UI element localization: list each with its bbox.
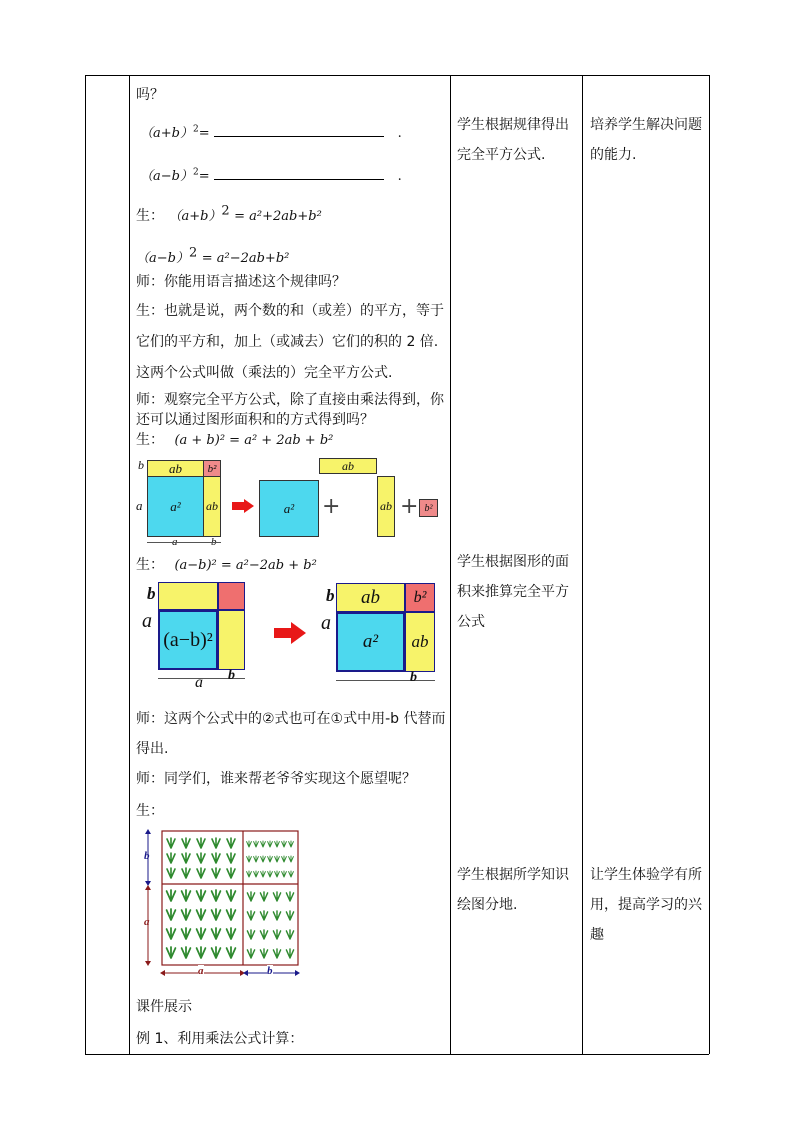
field-grid-graphic xyxy=(136,828,306,980)
teacher-note-2: 得出. xyxy=(136,741,169,757)
square-b2: b² xyxy=(203,460,221,477)
teacher-question-1: 师：你能用语言描述这个规律吗？ xyxy=(136,274,346,290)
intent-3-line-3: 趣 xyxy=(590,927,604,943)
student-formula-1: 生： $(a+b)^2 = a^2+2ab+b^2$ xyxy=(136,203,322,224)
rect-ab-side-2: ab xyxy=(405,612,435,672)
field-label-b: b xyxy=(144,850,150,862)
col-border-4 xyxy=(709,75,710,1054)
square-corner-pink xyxy=(218,582,245,610)
activity-1-line-1: 学生根据规律得出 xyxy=(457,117,569,133)
plus-sign-2: + xyxy=(400,494,419,519)
red-arrow-icon xyxy=(232,499,254,513)
square-a2-2: a² xyxy=(336,612,405,672)
col-border-2 xyxy=(450,75,451,1054)
rect-ab-side: ab xyxy=(203,476,221,537)
student-formula-2: $(a-b)^2 = a^2-2ab+b^2$ xyxy=(136,245,290,266)
teacher-note-1: 师：这两个公式中的②式也可在①式中用-b 代替而 xyxy=(136,711,446,727)
col-border-1 xyxy=(129,75,130,1054)
col-border-3 xyxy=(582,75,583,1054)
rect-ab-top: ab xyxy=(147,460,204,477)
rect-ab-top-right: ab xyxy=(319,458,377,474)
formula-blank-1: $(a+b)^2=$ . xyxy=(140,124,402,141)
rect-right-strip xyxy=(218,610,245,670)
intent-1-line-1: 培养学生解决问题 xyxy=(590,117,702,133)
student-label: 生： xyxy=(136,803,164,819)
table-top-border xyxy=(85,75,709,76)
activity-1-line-2: 完全平方公式. xyxy=(457,147,546,163)
square-b2-2: b² xyxy=(405,583,435,612)
dimension-line-bottom xyxy=(147,542,221,543)
activity-2-line-3: 公式 xyxy=(457,614,485,630)
label-a-bottom: a xyxy=(172,536,178,548)
label-a-left: a xyxy=(136,498,143,513)
figure-difference-square xyxy=(140,578,442,690)
label-b-bottom: b xyxy=(211,536,217,548)
field-label-a-bottom: a xyxy=(198,965,204,977)
example-1: 例 1、利用乘法公式计算： xyxy=(136,1031,304,1047)
plus-sign-1: + xyxy=(322,494,341,519)
teacher-question-3: 师：同学们，谁来帮老爷爷实现这个愿望呢？ xyxy=(136,771,416,787)
answer-blank-1[interactable] xyxy=(214,124,384,137)
activity-3-line-1: 学生根据所学知识 xyxy=(457,867,569,883)
teacher-question-2-line-2: 还可以通过图形面积和的方式得到吗？ xyxy=(136,412,374,428)
rect-ab-top-2: ab xyxy=(336,583,405,612)
intent-1-line-2: 的能力. xyxy=(590,147,637,163)
teacher-question-2-line-1: 师：观察完全平方公式，除了直接由乘法得到，你 xyxy=(136,392,444,408)
col-border-0 xyxy=(85,75,86,1054)
figure-sum-square xyxy=(134,456,450,548)
table-bottom-border xyxy=(85,1054,709,1055)
label-b-bottom-3: b xyxy=(410,670,417,685)
student-formula-3: 生： (a + b)² = a² + 2ab + b² xyxy=(136,432,334,448)
student-answer-line-3: 这两个公式叫做（乘法的）完全平方公式. xyxy=(136,365,393,381)
label-a-right: a xyxy=(321,612,331,634)
label-a-left-2: a xyxy=(142,610,152,632)
label-b-bottom-2: b xyxy=(228,668,235,683)
student-answer-line-2: 它们的平方和，加上（或减去）它们的积的 2 倍. xyxy=(136,334,439,350)
activity-3-line-2: 绘图分地. xyxy=(457,897,518,913)
answer-blank-2[interactable] xyxy=(214,167,384,180)
label-b-left-2: b xyxy=(147,584,156,603)
label-b-right: b xyxy=(326,586,335,605)
intent-3-line-2: 用，提高学习的兴 xyxy=(590,897,702,913)
rect-top-strip xyxy=(158,582,218,610)
figure-field-division xyxy=(136,828,306,980)
square-b2-right: b² xyxy=(419,499,438,517)
formula-blank-2: $(a-b)^2=$ . xyxy=(140,167,402,184)
field-label-b-bottom: b xyxy=(267,965,273,977)
dimension-line-bottom-3 xyxy=(336,680,435,681)
square-a2-right: a² xyxy=(259,480,319,537)
label-a-bottom-2: a xyxy=(195,674,203,691)
student-answer-line-1: 生：也就是说，两个数的和（或差）的平方，等于 xyxy=(136,303,444,319)
label-b-left: b xyxy=(138,458,144,472)
activity-2-line-1: 学生根据图形的面 xyxy=(457,554,569,570)
activity-2-line-2: 积来推算完全平方 xyxy=(457,584,569,600)
courseware-show: 课件展示 xyxy=(136,999,192,1015)
question-end: 吗？ xyxy=(136,87,164,103)
intent-3-line-1: 让学生体验学有所 xyxy=(590,867,702,883)
field-label-a: a xyxy=(144,916,150,928)
red-arrow-icon xyxy=(274,622,306,644)
rect-ab-side-right: ab xyxy=(377,476,395,537)
square-a-minus-b: (a−b)² xyxy=(158,610,218,670)
student-formula-4: 生： (a−b)² = a²−2ab + b² xyxy=(136,557,317,573)
square-a2: a² xyxy=(147,476,204,537)
